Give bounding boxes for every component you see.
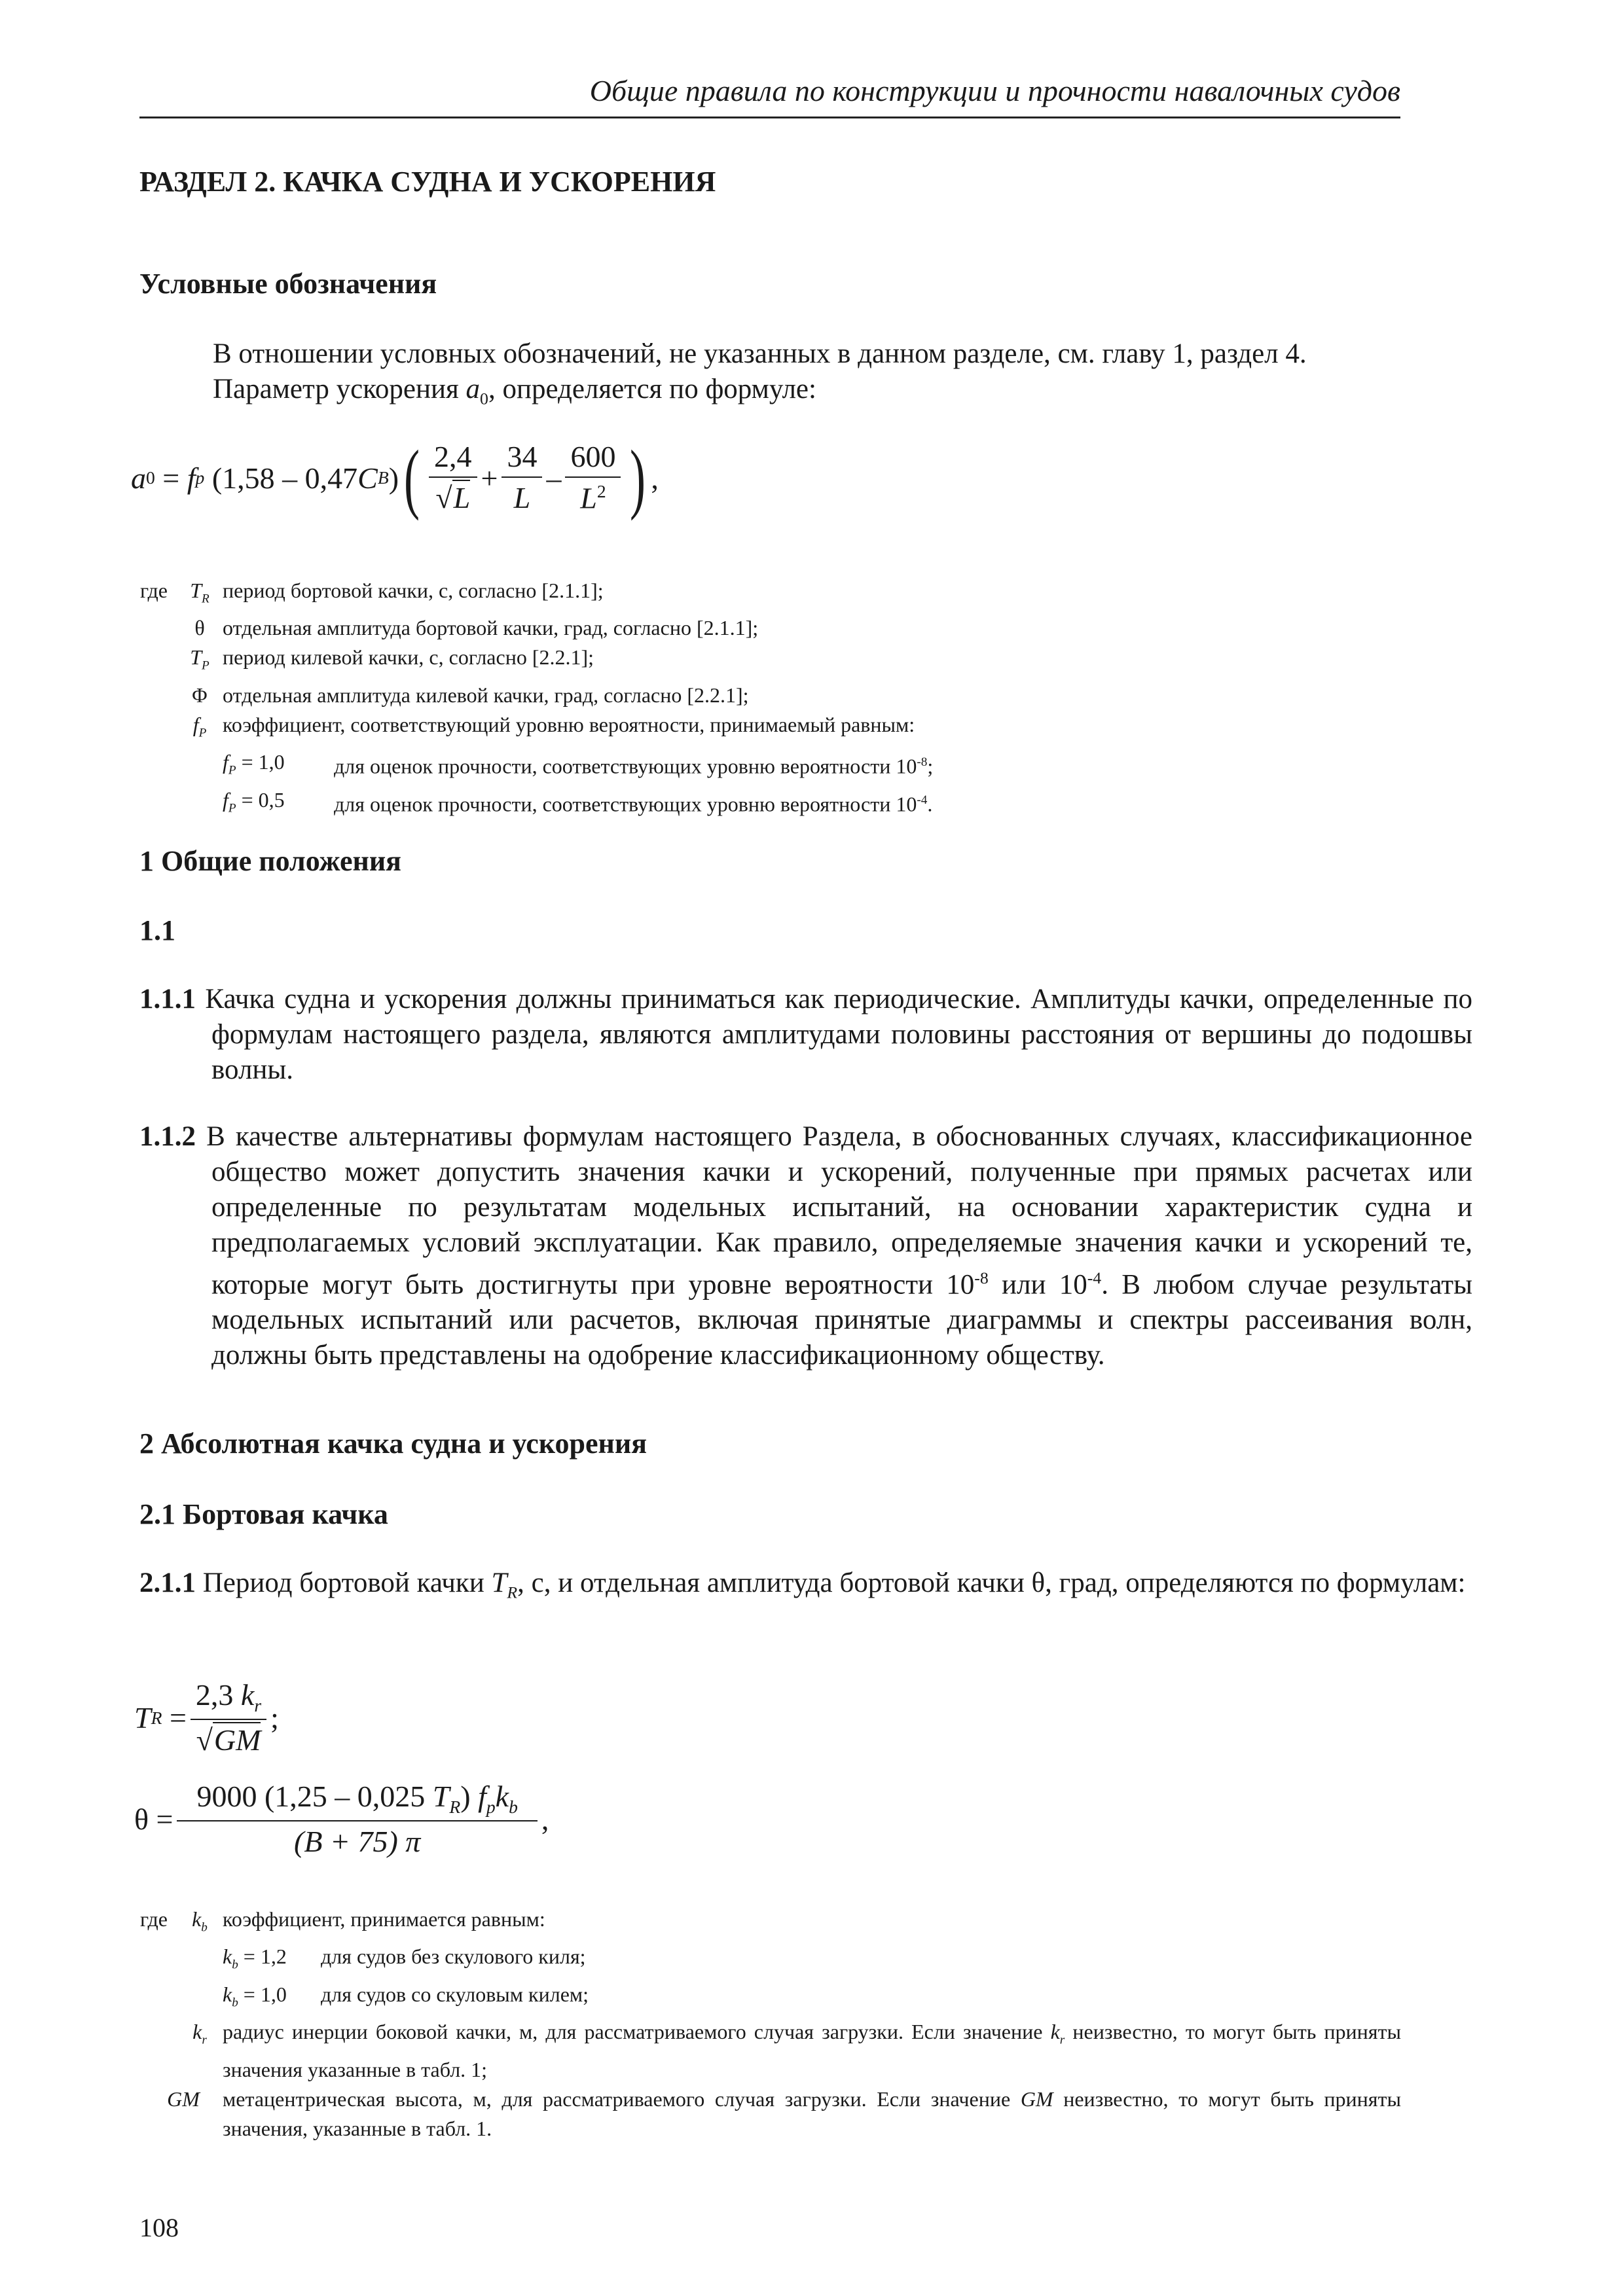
running-header: Общие правила по конструкции и прочности навалочных судов: [589, 74, 1400, 107]
sec2-sub: 2.1 Бортовая качка: [139, 1498, 388, 1530]
sec1-heading: 1 Общие положения: [139, 845, 401, 877]
sec2-heading: 2 Абсолютная качка судна и ускорения: [139, 1427, 647, 1460]
para-2-1-1: 2.1.1 Период бортовой качки $T_R$, с, и отдельная амплитуда бортовой качки θ, град, определяются по формулам:: [139, 1568, 1466, 1602]
section-title: РАЗДЕЛ 2. КАЧКА СУДНА И УСКОРЕНИЯ: [139, 166, 716, 198]
formula-tr: T R = $\frac{2,3 k_r}{√GM}$ ;: [134, 1678, 279, 1757]
sec1-sub: 1.1: [139, 914, 175, 946]
para-1-1-2: 1.1.2 В качестве альтернативы формулам настоящего Раздела, в обоснованных случаях, классификационное общество может допустить значения качки и ускорений, полученные при прямых расчетах или определенные по результатам модельных испытаний, на основании характеристик судна и предполагаемых условий эксплуатации. Как правило, определяемые значения качки и ускорений те, которые могут быть достигнуты при уровне вероятности $10^{-8}$ или $10^{-4}$. В любом случае результаты модельных испытаний или расчетов, включая принятые диаграммы и спектры рассеивания волн, должны быть представлены на одобрение классификационному обществу.: [139, 1121, 1472, 1371]
kb-case-2: $k_b = 1,0$ для судов со скуловым килем;: [223, 1982, 589, 2010]
def-phi: Φ отдельная амплитуда килевой качки, град, согласно [2.2.1];: [192, 683, 749, 707]
page-number: 108: [139, 2213, 179, 2242]
sec2-definitions: [131, 1905, 1401, 2144]
notation-definitions: [131, 576, 1401, 823]
def-kb: где $k_b$ коэффициент, принимается равным:: [139, 1907, 545, 1935]
fp-case-1: $f_P = 1,0$ для оценок прочности, соответствующих уровню вероятности $10^{-8}$;: [223, 750, 934, 778]
def-tr: где $T_R$ период бортовой качки, с, согласно [2.1.1];: [139, 579, 604, 606]
notation-intro-2: Параметр ускорения $a_0$, определяется по формуле:: [213, 374, 816, 408]
header-rule: [139, 117, 1400, 118]
fp-case-2: $f_P = 0,5$ для оценок прочности, соответствующих уровню вероятности $10^{-4}$.: [223, 787, 933, 816]
def-kr: $k_r$ радиус инерции боковой качки, м, для рассматриваемого случая загрузки. Если значение $k_r$ неизвестно, то могут быть приняты значения указанные в табл. 1;: [192, 2020, 1402, 2081]
formula-a0: a 0 = f p (1,58 – 0,47 C B ) ( $\frac{2,4}{√L}$ + $\frac{34}{L}$ – $\frac{600}{L^2}$ ) ,: [131, 434, 659, 521]
kb-case-1: $k_b = 1,2$ для судов без скулового киля;: [223, 1945, 586, 1972]
def-gm: GM метацентрическая высота, м, для рассматриваемого случая загрузки. Если значение GM неизвестно, то могут быть приняты значения, указанные в табл. 1.: [167, 2087, 1402, 2140]
para-1-1-1: 1.1.1 Качка судна и ускорения должны приниматься как периодические. Амплитуды качки, определенные по формулам настоящего раздела, являются амплитудами половины расстояния от вершины до подошвы волны.: [139, 984, 1473, 1085]
def-theta: θ отдельная амплитуда бортовой качки, град, согласно [2.1.1];: [194, 616, 759, 640]
formula-theta: θ = $\frac{9000 (1,25 - 0,025 T_R) f_pk_b}{(B + 75) \pi}$ ,: [134, 1780, 549, 1858]
notation-intro-1: В отношении условных обозначений, не указанных в данном разделе, см. главу 1, раздел 4.: [213, 338, 1307, 369]
notation-heading: Условные обозначения: [139, 268, 437, 300]
def-tp: $T_P$ период килевой качки, с, согласно [2.2.1];: [190, 645, 594, 673]
def-fp: $f_P$ коэффициент, соответствующий уровню вероятности, принимаемый равным:: [192, 712, 915, 740]
